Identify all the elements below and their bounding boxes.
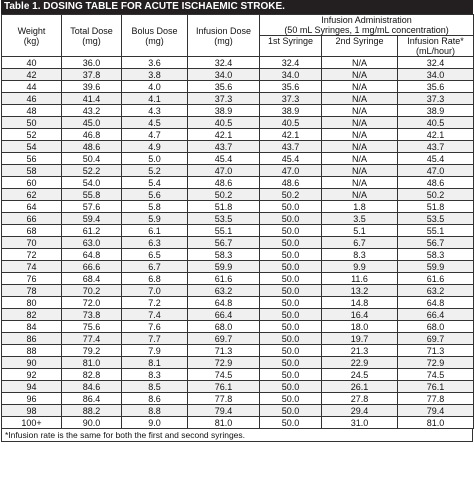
- cell-first-syringe: 50.0: [260, 309, 322, 321]
- cell-total-dose: 64.8: [62, 249, 122, 261]
- cell-total-dose: 37.8: [62, 69, 122, 81]
- cell-total-dose: 68.4: [62, 273, 122, 285]
- cell-infusion-rate: 61.6: [398, 273, 474, 285]
- cell-bolus-dose: 5.9: [122, 213, 188, 225]
- cell-first-syringe: 40.5: [260, 117, 322, 129]
- table-row: [2, 297, 474, 309]
- cell-first-syringe: 50.0: [260, 417, 322, 429]
- cell-second-syringe: 1.8: [322, 201, 398, 213]
- cell-total-dose: 46.8: [62, 129, 122, 141]
- cell-first-syringe: 50.0: [260, 357, 322, 369]
- cell-infusion-dose: 72.9: [188, 357, 260, 369]
- header-syringe2-label: 2nd Syringe: [335, 36, 384, 46]
- cell-total-dose: 61.2: [62, 225, 122, 237]
- cell-infusion-dose: 69.7: [188, 333, 260, 345]
- cell-bolus-dose: 3.8: [122, 69, 188, 81]
- table-row: [2, 237, 474, 249]
- cell-second-syringe: 8.3: [322, 249, 398, 261]
- cell-infusion-dose: 42.1: [188, 129, 260, 141]
- cell-first-syringe: 50.2: [260, 189, 322, 201]
- cell-second-syringe: 9.9: [322, 261, 398, 273]
- table-row: [2, 261, 474, 273]
- cell-weight: 92: [2, 369, 62, 381]
- table-row: [2, 213, 474, 225]
- cell-second-syringe: 5.1: [322, 225, 398, 237]
- cell-second-syringe: N/A: [322, 93, 398, 105]
- cell-first-syringe: 48.6: [260, 177, 322, 189]
- cell-weight: 86: [2, 333, 62, 345]
- table-row: [2, 417, 474, 429]
- cell-infusion-rate: 74.5: [398, 369, 474, 381]
- table-row: [2, 393, 474, 405]
- cell-bolus-dose: 7.2: [122, 297, 188, 309]
- cell-total-dose: 57.6: [62, 201, 122, 213]
- cell-bolus-dose: 7.4: [122, 309, 188, 321]
- cell-first-syringe: 50.0: [260, 321, 322, 333]
- table-row: [2, 117, 474, 129]
- cell-infusion-dose: 40.5: [188, 117, 260, 129]
- cell-bolus-dose: 5.4: [122, 177, 188, 189]
- table-row: [2, 129, 474, 141]
- cell-infusion-dose: 47.0: [188, 165, 260, 177]
- cell-second-syringe: N/A: [322, 105, 398, 117]
- cell-total-dose: 45.0: [62, 117, 122, 129]
- cell-infusion-dose: 64.8: [188, 297, 260, 309]
- cell-infusion-rate: 66.4: [398, 309, 474, 321]
- header-weight: [2, 15, 62, 57]
- cell-total-dose: 75.6: [62, 321, 122, 333]
- header-total-dose: [62, 15, 122, 57]
- cell-infusion-dose: 34.0: [188, 69, 260, 81]
- cell-infusion-rate: 38.9: [398, 105, 474, 117]
- cell-total-dose: 70.2: [62, 285, 122, 297]
- cell-infusion-rate: 76.1: [398, 381, 474, 393]
- cell-bolus-dose: 6.8: [122, 273, 188, 285]
- cell-second-syringe: 22.9: [322, 357, 398, 369]
- cell-first-syringe: 43.7: [260, 141, 322, 153]
- cell-infusion-dose: 68.0: [188, 321, 260, 333]
- header-infusion-line2: (mg): [214, 35, 233, 46]
- cell-bolus-dose: 4.9: [122, 141, 188, 153]
- table-row: [2, 57, 474, 69]
- cell-infusion-dose: 45.4: [188, 153, 260, 165]
- cell-total-dose: 36.0: [62, 57, 122, 69]
- cell-weight: 64: [2, 201, 62, 213]
- header-bolus-dose: [122, 15, 188, 57]
- cell-bolus-dose: 7.6: [122, 321, 188, 333]
- cell-second-syringe: 29.4: [322, 405, 398, 417]
- cell-second-syringe: N/A: [322, 69, 398, 81]
- cell-first-syringe: 38.9: [260, 105, 322, 117]
- cell-second-syringe: 31.0: [322, 417, 398, 429]
- cell-total-dose: 59.4: [62, 213, 122, 225]
- table-body: [2, 57, 474, 429]
- cell-total-dose: 73.8: [62, 309, 122, 321]
- header-rate-line2: (mL/hour): [416, 46, 456, 56]
- footnote: *Infusion rate is the same for both the first and second syringes.: [1, 429, 473, 442]
- cell-second-syringe: 18.0: [322, 321, 398, 333]
- cell-total-dose: 48.6: [62, 141, 122, 153]
- cell-weight: 66: [2, 213, 62, 225]
- cell-second-syringe: N/A: [322, 141, 398, 153]
- cell-first-syringe: 35.6: [260, 81, 322, 93]
- table-row: [2, 153, 474, 165]
- cell-weight: 54: [2, 141, 62, 153]
- header-weight-line2: (kg): [23, 35, 40, 46]
- table-row: [2, 309, 474, 321]
- cell-bolus-dose: 9.0: [122, 417, 188, 429]
- table-row: [2, 405, 474, 417]
- cell-weight: 72: [2, 249, 62, 261]
- cell-weight: 74: [2, 261, 62, 273]
- cell-bolus-dose: 8.5: [122, 381, 188, 393]
- table-row: [2, 189, 474, 201]
- cell-first-syringe: 32.4: [260, 57, 322, 69]
- cell-infusion-rate: 72.9: [398, 357, 474, 369]
- cell-infusion-dose: 53.5: [188, 213, 260, 225]
- cell-bolus-dose: 4.7: [122, 129, 188, 141]
- cell-second-syringe: N/A: [322, 177, 398, 189]
- table-row: [2, 369, 474, 381]
- cell-weight: 40: [2, 57, 62, 69]
- dosing-table: [1, 14, 474, 429]
- table-row: [2, 225, 474, 237]
- cell-first-syringe: 50.0: [260, 249, 322, 261]
- cell-total-dose: 54.0: [62, 177, 122, 189]
- table-row: [2, 81, 474, 93]
- cell-infusion-dose: 77.8: [188, 393, 260, 405]
- cell-first-syringe: 50.0: [260, 285, 322, 297]
- cell-infusion-dose: 61.6: [188, 273, 260, 285]
- cell-first-syringe: 50.0: [260, 213, 322, 225]
- header-admin-line1: Infusion Administration: [321, 15, 412, 25]
- cell-bolus-dose: 7.0: [122, 285, 188, 297]
- header-rate-line1: Infusion Rate*: [407, 36, 464, 46]
- cell-infusion-dose: 50.2: [188, 189, 260, 201]
- cell-weight: 68: [2, 225, 62, 237]
- cell-infusion-rate: 68.0: [398, 321, 474, 333]
- cell-infusion-rate: 45.4: [398, 153, 474, 165]
- cell-infusion-dose: 58.3: [188, 249, 260, 261]
- header-infusion-dose: [188, 15, 260, 57]
- cell-infusion-rate: 77.8: [398, 393, 474, 405]
- cell-first-syringe: 50.0: [260, 345, 322, 357]
- cell-bolus-dose: 7.7: [122, 333, 188, 345]
- cell-infusion-rate: 35.6: [398, 81, 474, 93]
- cell-infusion-rate: 40.5: [398, 117, 474, 129]
- cell-weight: 48: [2, 105, 62, 117]
- cell-weight: 94: [2, 381, 62, 393]
- cell-second-syringe: 11.6: [322, 273, 398, 285]
- cell-second-syringe: 6.7: [322, 237, 398, 249]
- cell-weight: 70: [2, 237, 62, 249]
- cell-first-syringe: 50.0: [260, 273, 322, 285]
- cell-infusion-dose: 55.1: [188, 225, 260, 237]
- cell-infusion-rate: 51.8: [398, 201, 474, 213]
- cell-second-syringe: 19.7: [322, 333, 398, 345]
- cell-first-syringe: 50.0: [260, 393, 322, 405]
- table-title: Table 1. DOSING TABLE FOR ACUTE ISCHAEMIC STROKE.: [1, 0, 473, 14]
- cell-bolus-dose: 4.5: [122, 117, 188, 129]
- cell-total-dose: 77.4: [62, 333, 122, 345]
- cell-weight: 78: [2, 285, 62, 297]
- cell-bolus-dose: 6.1: [122, 225, 188, 237]
- cell-second-syringe: N/A: [322, 129, 398, 141]
- cell-weight: 52: [2, 129, 62, 141]
- cell-first-syringe: 50.0: [260, 297, 322, 309]
- cell-weight: 90: [2, 357, 62, 369]
- cell-infusion-rate: 71.3: [398, 345, 474, 357]
- cell-infusion-rate: 79.4: [398, 405, 474, 417]
- cell-weight: 44: [2, 81, 62, 93]
- cell-infusion-rate: 48.6: [398, 177, 474, 189]
- header-total-line2: (mg): [82, 35, 101, 46]
- table-row: [2, 321, 474, 333]
- table-row: [2, 249, 474, 261]
- cell-bolus-dose: 8.6: [122, 393, 188, 405]
- cell-weight: 96: [2, 393, 62, 405]
- cell-total-dose: 43.2: [62, 105, 122, 117]
- cell-bolus-dose: 4.0: [122, 81, 188, 93]
- header-infusion-line1: Infusion Dose: [195, 25, 252, 36]
- cell-bolus-dose: 8.8: [122, 405, 188, 417]
- cell-weight: 88: [2, 345, 62, 357]
- cell-second-syringe: 24.5: [322, 369, 398, 381]
- table-row: [2, 177, 474, 189]
- header-first-syringe: [260, 36, 322, 57]
- cell-infusion-rate: 32.4: [398, 57, 474, 69]
- cell-bolus-dose: 5.8: [122, 201, 188, 213]
- cell-total-dose: 39.6: [62, 81, 122, 93]
- header-total-line1: Total Dose: [70, 25, 113, 36]
- table-row: [2, 69, 474, 81]
- cell-first-syringe: 47.0: [260, 165, 322, 177]
- cell-total-dose: 90.0: [62, 417, 122, 429]
- cell-bolus-dose: 8.3: [122, 369, 188, 381]
- cell-weight: 62: [2, 189, 62, 201]
- table-row: [2, 93, 474, 105]
- cell-second-syringe: 27.8: [322, 393, 398, 405]
- cell-infusion-dose: 51.8: [188, 201, 260, 213]
- cell-infusion-dose: 79.4: [188, 405, 260, 417]
- cell-second-syringe: N/A: [322, 81, 398, 93]
- cell-first-syringe: 45.4: [260, 153, 322, 165]
- cell-infusion-rate: 63.2: [398, 285, 474, 297]
- cell-bolus-dose: 6.7: [122, 261, 188, 273]
- cell-total-dose: 79.2: [62, 345, 122, 357]
- cell-infusion-rate: 69.7: [398, 333, 474, 345]
- cell-first-syringe: 50.0: [260, 369, 322, 381]
- cell-weight: 60: [2, 177, 62, 189]
- cell-second-syringe: 16.4: [322, 309, 398, 321]
- cell-total-dose: 84.6: [62, 381, 122, 393]
- cell-total-dose: 88.2: [62, 405, 122, 417]
- cell-first-syringe: 50.0: [260, 405, 322, 417]
- cell-infusion-dose: 71.3: [188, 345, 260, 357]
- table-row: [2, 165, 474, 177]
- cell-weight: 84: [2, 321, 62, 333]
- cell-total-dose: 72.0: [62, 297, 122, 309]
- table-header: [2, 15, 474, 57]
- cell-bolus-dose: 5.6: [122, 189, 188, 201]
- header-bolus-line2: (mg): [145, 35, 164, 46]
- cell-second-syringe: N/A: [322, 153, 398, 165]
- cell-bolus-dose: 5.0: [122, 153, 188, 165]
- cell-total-dose: 82.8: [62, 369, 122, 381]
- cell-infusion-rate: 55.1: [398, 225, 474, 237]
- cell-infusion-rate: 53.5: [398, 213, 474, 225]
- cell-second-syringe: N/A: [322, 117, 398, 129]
- header-syringe1-label: 1st Syringe: [267, 36, 314, 46]
- cell-first-syringe: 42.1: [260, 129, 322, 141]
- cell-infusion-rate: 34.0: [398, 69, 474, 81]
- cell-weight: 56: [2, 153, 62, 165]
- cell-infusion-rate: 56.7: [398, 237, 474, 249]
- cell-infusion-rate: 58.3: [398, 249, 474, 261]
- table-row: [2, 381, 474, 393]
- cell-weight: 42: [2, 69, 62, 81]
- cell-bolus-dose: 4.3: [122, 105, 188, 117]
- table-row: [2, 333, 474, 345]
- cell-first-syringe: 50.0: [260, 201, 322, 213]
- cell-infusion-dose: 74.5: [188, 369, 260, 381]
- cell-first-syringe: 50.0: [260, 381, 322, 393]
- cell-first-syringe: 37.3: [260, 93, 322, 105]
- cell-second-syringe: 3.5: [322, 213, 398, 225]
- cell-infusion-dose: 37.3: [188, 93, 260, 105]
- cell-second-syringe: 21.3: [322, 345, 398, 357]
- cell-infusion-dose: 81.0: [188, 417, 260, 429]
- cell-bolus-dose: 7.9: [122, 345, 188, 357]
- cell-first-syringe: 50.0: [260, 333, 322, 345]
- cell-total-dose: 63.0: [62, 237, 122, 249]
- cell-weight: 76: [2, 273, 62, 285]
- cell-second-syringe: 26.1: [322, 381, 398, 393]
- cell-second-syringe: N/A: [322, 189, 398, 201]
- cell-bolus-dose: 4.1: [122, 93, 188, 105]
- cell-second-syringe: N/A: [322, 165, 398, 177]
- cell-bolus-dose: 8.1: [122, 357, 188, 369]
- cell-weight: 82: [2, 309, 62, 321]
- table-row: [2, 201, 474, 213]
- cell-total-dose: 55.8: [62, 189, 122, 201]
- cell-total-dose: 66.6: [62, 261, 122, 273]
- cell-infusion-dose: 66.4: [188, 309, 260, 321]
- cell-first-syringe: 50.0: [260, 225, 322, 237]
- table-row: [2, 345, 474, 357]
- cell-weight: 50: [2, 117, 62, 129]
- header-second-syringe: [322, 36, 398, 57]
- cell-infusion-dose: 48.6: [188, 177, 260, 189]
- cell-infusion-dose: 59.9: [188, 261, 260, 273]
- cell-bolus-dose: 6.3: [122, 237, 188, 249]
- cell-second-syringe: N/A: [322, 57, 398, 69]
- table-row: [2, 285, 474, 297]
- cell-weight: 98: [2, 405, 62, 417]
- cell-second-syringe: 13.2: [322, 285, 398, 297]
- cell-total-dose: 86.4: [62, 393, 122, 405]
- cell-bolus-dose: 3.6: [122, 57, 188, 69]
- cell-second-syringe: 14.8: [322, 297, 398, 309]
- dosing-table-document: [1, 0, 473, 442]
- cell-first-syringe: 50.0: [260, 237, 322, 249]
- cell-infusion-rate: 81.0: [398, 417, 474, 429]
- cell-total-dose: 81.0: [62, 357, 122, 369]
- cell-infusion-rate: 59.9: [398, 261, 474, 273]
- cell-infusion-dose: 56.7: [188, 237, 260, 249]
- cell-bolus-dose: 5.2: [122, 165, 188, 177]
- cell-weight: 80: [2, 297, 62, 309]
- cell-total-dose: 50.4: [62, 153, 122, 165]
- cell-infusion-rate: 64.8: [398, 297, 474, 309]
- cell-infusion-dose: 43.7: [188, 141, 260, 153]
- cell-total-dose: 41.4: [62, 93, 122, 105]
- cell-infusion-rate: 42.1: [398, 129, 474, 141]
- cell-infusion-rate: 47.0: [398, 165, 474, 177]
- table-row: [2, 273, 474, 285]
- cell-first-syringe: 34.0: [260, 69, 322, 81]
- table-row: [2, 357, 474, 369]
- cell-weight: 46: [2, 93, 62, 105]
- cell-weight: 100+: [2, 417, 62, 429]
- cell-infusion-rate: 37.3: [398, 93, 474, 105]
- header-weight-line1: Weight: [17, 25, 46, 36]
- cell-infusion-rate: 50.2: [398, 189, 474, 201]
- cell-first-syringe: 50.0: [260, 261, 322, 273]
- cell-infusion-dose: 35.6: [188, 81, 260, 93]
- cell-infusion-dose: 76.1: [188, 381, 260, 393]
- table-row: [2, 141, 474, 153]
- header-admin-line2: (50 mL Syringes, 1 mg/mL concentration): [284, 25, 449, 35]
- header-bolus-line1: Bolus Dose: [131, 25, 178, 36]
- header-infusion-rate: [398, 36, 474, 57]
- cell-infusion-dose: 32.4: [188, 57, 260, 69]
- header-infusion-administration: [260, 15, 474, 36]
- cell-infusion-rate: 43.7: [398, 141, 474, 153]
- cell-infusion-dose: 63.2: [188, 285, 260, 297]
- cell-bolus-dose: 6.5: [122, 249, 188, 261]
- cell-total-dose: 52.2: [62, 165, 122, 177]
- table-row: [2, 105, 474, 117]
- cell-weight: 58: [2, 165, 62, 177]
- cell-infusion-dose: 38.9: [188, 105, 260, 117]
